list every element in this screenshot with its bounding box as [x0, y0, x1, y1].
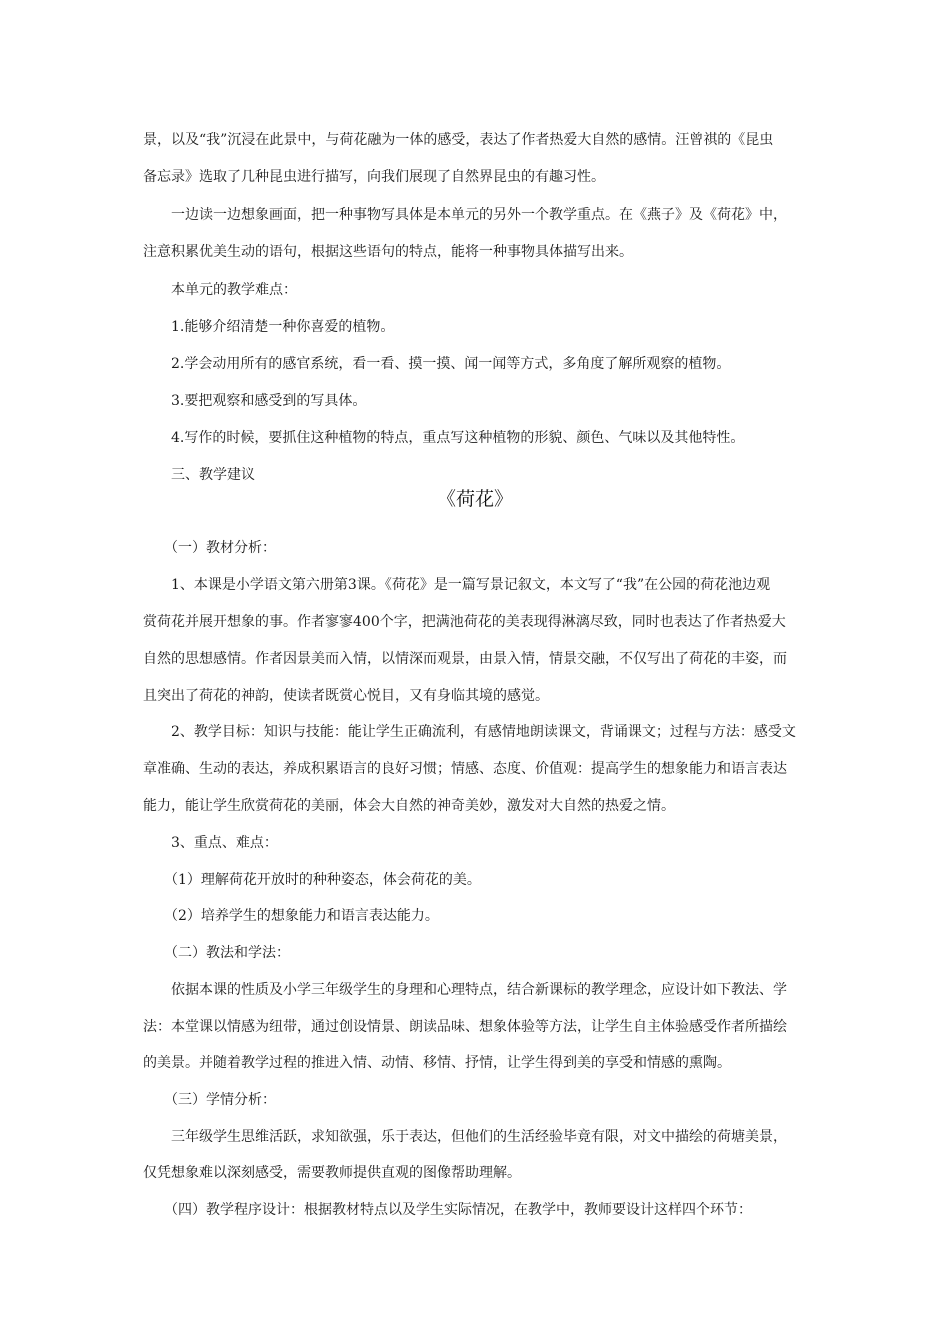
body-line: 章准确、生动的表达，养成积累语言的良好习惯；情感、态度、价值观：提高学生的想象能力和语言表达: [143, 761, 787, 777]
list-item: （1）理解荷花开放时的种种姿态，体会荷花的美。: [143, 872, 481, 888]
body-line: 仅凭想象难以深刻感受，需要教师提供直观的图像帮助理解。: [143, 1165, 521, 1181]
subsection-heading: 3、重点、难点：: [143, 835, 278, 851]
list-item: 4.写作的时候，要抓住这种植物的特点，重点写这种植物的形貌、颜色、气味以及其他特性。: [143, 430, 745, 446]
section-label: 本单元的教学难点：: [143, 282, 297, 298]
body-line: 赏荷花并展开想象的事。作者寥寥400个字，把满池荷花的美表现得淋漓尽致，同时也表达了作者热爱大: [143, 614, 786, 630]
body-line: 2、教学目标：知识与技能：能让学生正确流利，有感情地朗读课文，背诵课文；过程与方法：感受文: [143, 724, 796, 740]
subsection-heading: （一）教材分析：: [143, 540, 276, 556]
body-line: 景，以及“我”沉浸在此景中，与荷花融为一体的感受，表达了作者热爱大自然的感情。汪曾祺的《昆虫: [143, 132, 774, 148]
list-item: 3.要把观察和感受到的写具体。: [143, 393, 367, 409]
subsection-heading: （三）学情分析：: [143, 1092, 276, 1108]
lesson-title: 《荷花》: [436, 488, 513, 510]
list-item: （2）培养学生的想象能力和语言表达能力。: [143, 908, 439, 924]
body-line: 自然的思想感情。作者因景美而入情，以情深而观景，由景入情，情景交融，不仅写出了荷花的丰姿，而: [143, 651, 787, 667]
body-line: 一边读一边想象画面，把一种事物写具体是本单元的另外一个教学重点。在《燕子》及《荷花》中，: [143, 207, 787, 223]
body-line: 法：本堂课以情感为纽带，通过创设情景、朗读品味、想象体验等方法，让学生自主体验感受作者所描绘: [143, 1019, 787, 1035]
subsection-heading: （四）教学程序设计：根据教材特点以及学生实际情况，在教学中，教师要设计这样四个环节：: [143, 1202, 752, 1218]
body-line: 1、本课是小学语文第六册第3课。《荷花》是一篇写景记叙文，本文写了“我”在公园的荷花池边观: [143, 577, 771, 593]
body-line: 依据本课的性质及小学三年级学生的身理和心理特点，结合新课标的教学理念，应设计如下教法、学: [143, 982, 787, 998]
list-item: 1.能够介绍清楚一种你喜爱的植物。: [143, 319, 395, 335]
body-line: 能力，能让学生欣赏荷花的美丽，体会大自然的神奇美妙，激发对大自然的热爱之情。: [143, 798, 675, 814]
list-item: 2.学会动用所有的感官系统，看一看、摸一摸、闻一闻等方式，多角度了解所观察的植物。: [143, 356, 731, 372]
body-line: 的美景。并随着教学过程的推进入情、动情、移情、抒情，让学生得到美的享受和情感的熏陶。: [143, 1055, 731, 1071]
body-line: 注意积累优美生动的语句，根据这些语句的特点，能将一种事物具体描写出来。: [143, 244, 633, 260]
body-line: 三年级学生思维活跃，求知欲强，乐于表达，但他们的生活经验毕竟有限，对文中描绘的荷塘美景，: [143, 1129, 787, 1145]
section-heading: 三、教学建议: [143, 467, 255, 483]
subsection-heading: （二）教法和学法：: [143, 945, 290, 961]
body-line: 且突出了荷花的神韵，使读者既赏心悦目，又有身临其境的感觉。: [143, 688, 549, 704]
body-line: 备忘录》选取了几种昆虫进行描写，向我们展现了自然界昆虫的有趣习性。: [143, 169, 605, 185]
